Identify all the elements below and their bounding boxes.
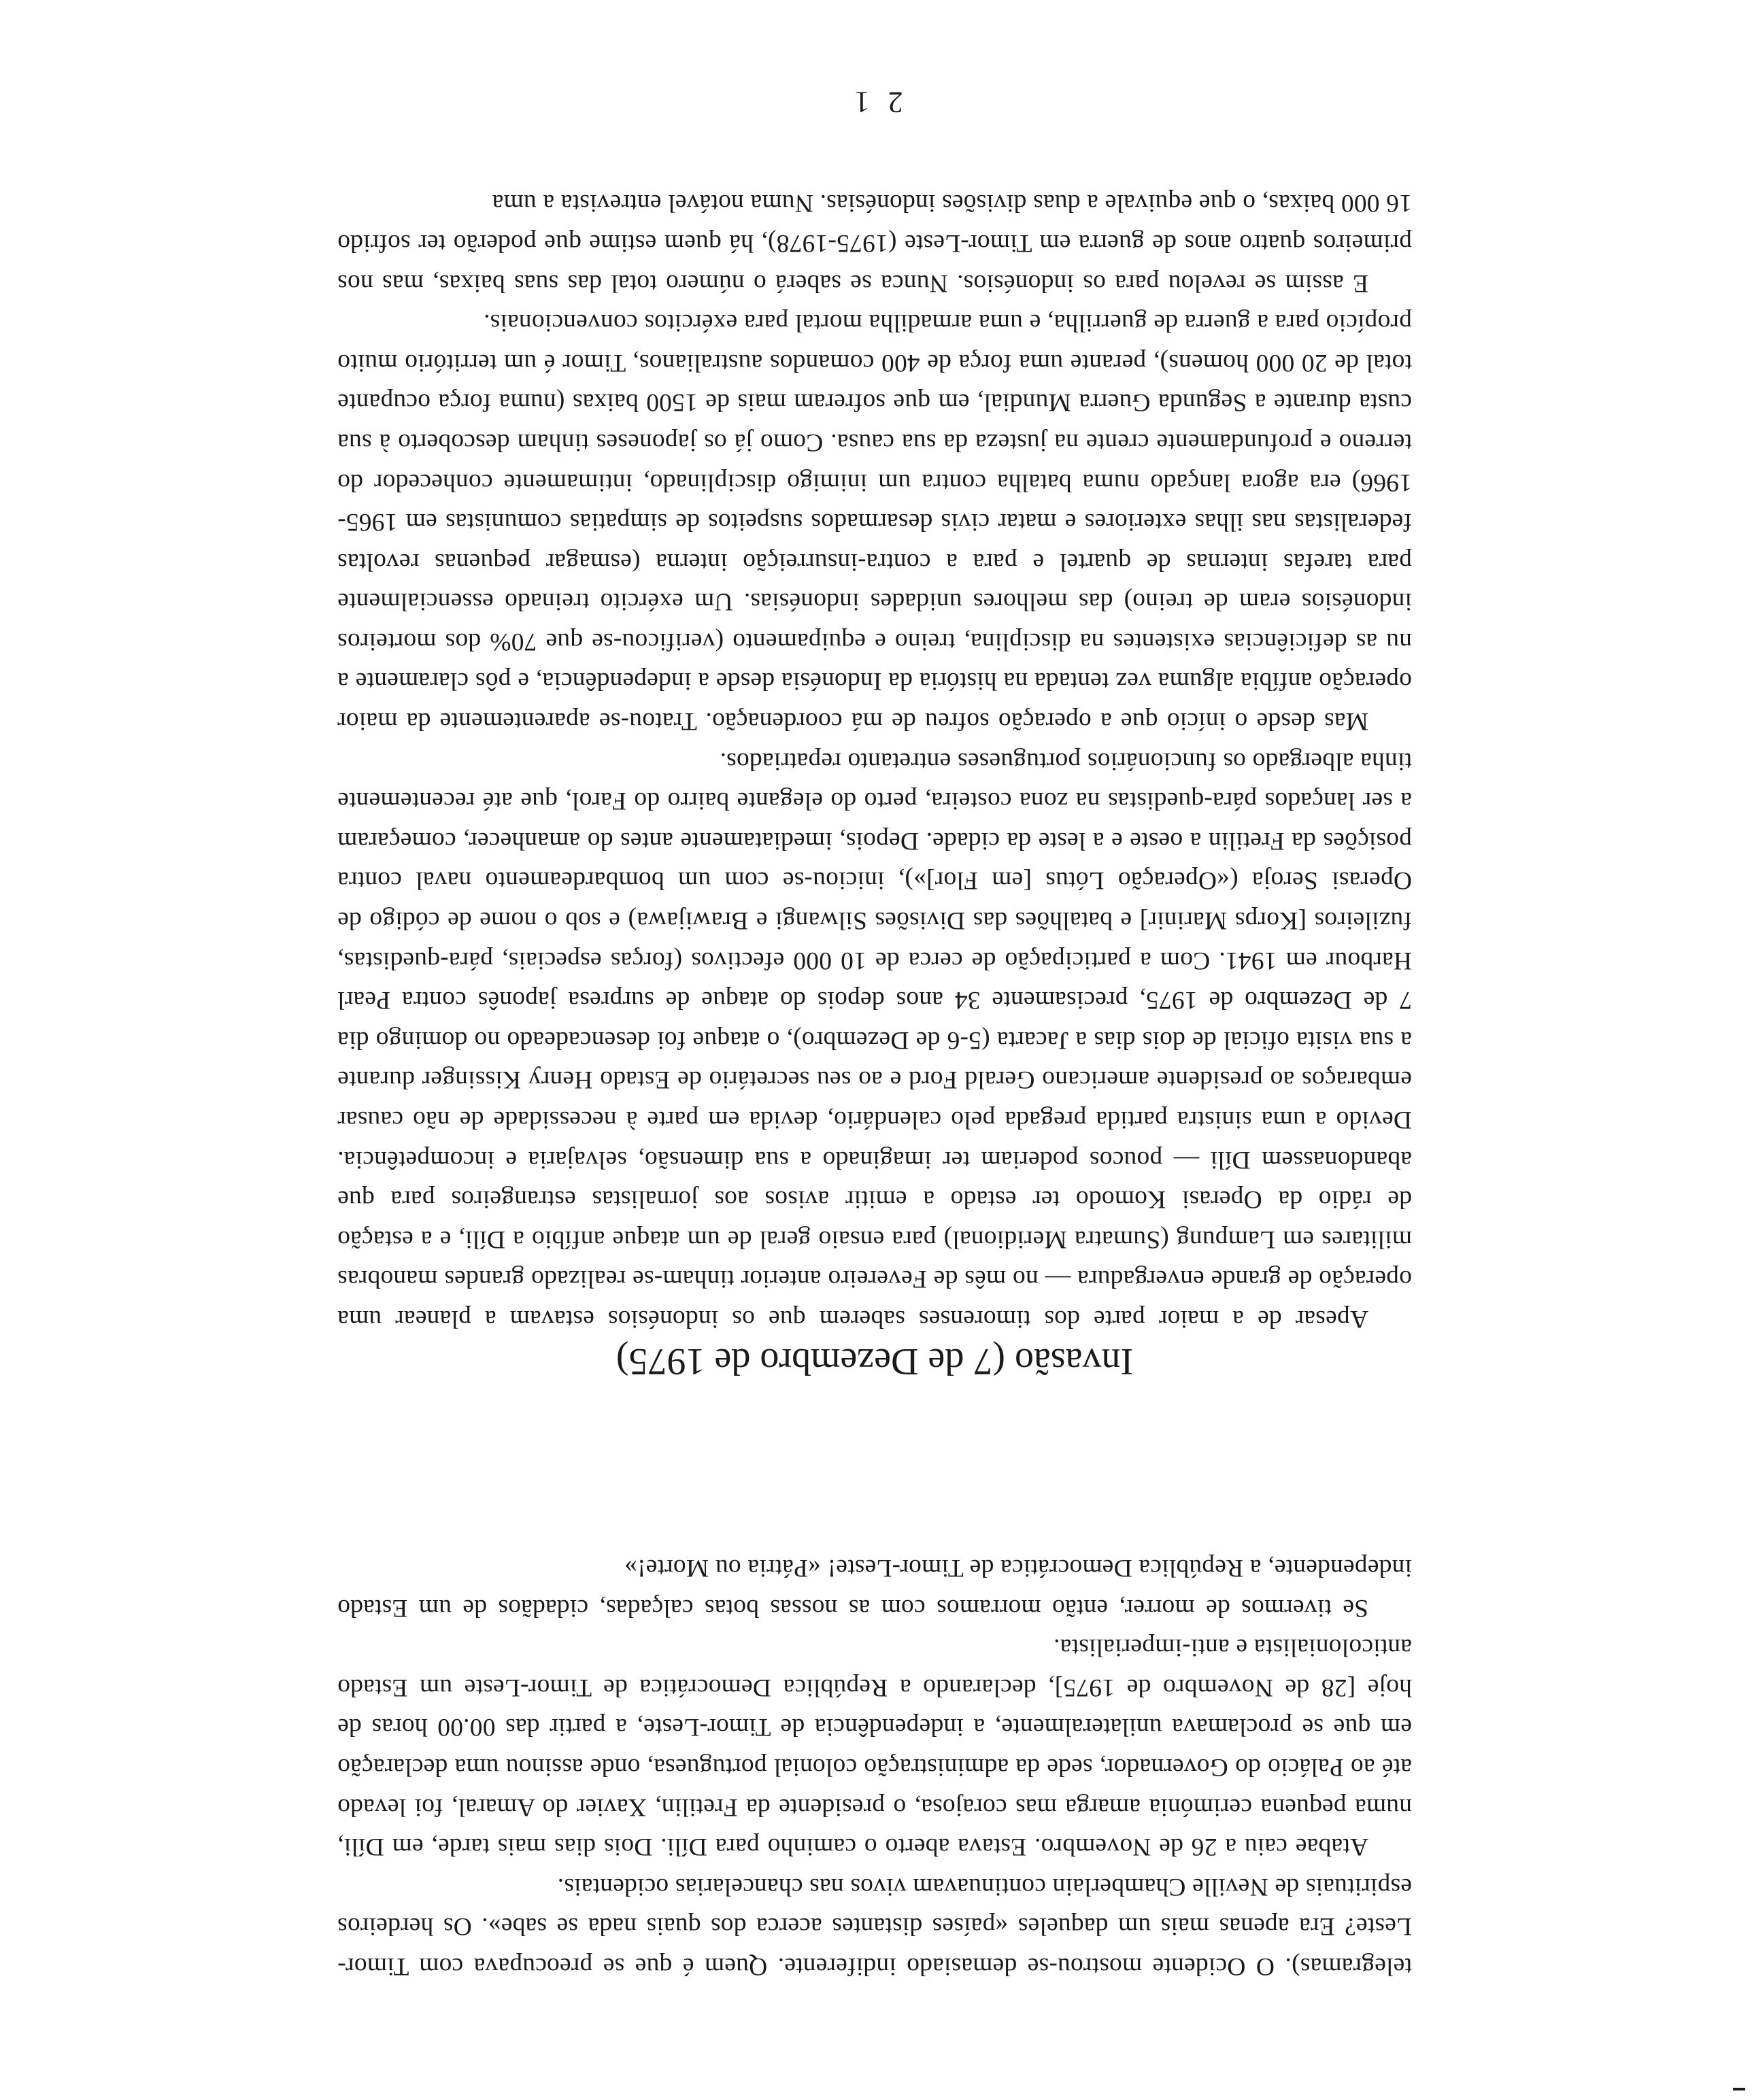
paragraph-invasion-3: E assim se revelou para os indonésios. Nunca se saberá o número total das suas baixas, mas nos primeiros quatro anos de guerra em Timor-Leste (1975-1978), há quem estime que poderão ter sofrido 16 000 baixas, o que equivale a duas divisões indonésias. Numa notável entrevista a uma	[337, 189, 1412, 297]
section-title: Invasão (7 de Dezembro de 1975)	[616, 1340, 1134, 1383]
paragraph-invasion-1: Apesar de a maior parte dos timorenses saberem que os indonésios estavam a planear uma operação de grande envergadura — no mês de Fevereiro anterior tinham-se realizado grandes manobras militares em Lampung (Sumatra Meridional) para ensaio geral de um ataque anfíbio a Díli, e a estação de rádio da Operasi Komodo ter estado a emitir avisos aos jornalistas estrangeiros para que abandonassem Díli — poucos poderiam ter imaginado a sua dimensão, selvajaria e incompetência. Devido a uma sinistra partida pregada pelo calendário, devida em parte à necessidade de não causar embaraços ao presidente americano Gerald Ford e ao seu secretário de Estado Henry Kissinger durante a sua visita oficial de dois dias a Jacarta (5-6 de Dezembro), o ataque foi desencadeado no domingo dia 7 de Dezembro de 1975, precisamente 34 anos depois do ataque de surpresa japonês contra Pearl Harbour em 1941. Com a participação de cerca de 10 000 efectivos (forças especiais, pára-quedistas, fuzileiros [Korps Marinir] e batalhões das Divisões Silwangi e Brawijawa) e sob o nome de código de Operasi Seroja («Operação Lótus [em Flor]»), iniciou-se com um bombardeamento naval contra posições da Fretilin a oeste e a leste da cidade. Depois, imediatamente antes do amanhecer, começaram a ser lançados pára-quedistas na zona costeira, perto do elegante bairro do Farol, que até recentemente tinha albergado os funcionários portugueses entretanto repatriados.	[337, 747, 1412, 1333]
paragraph-proclamation-quote: Se tivermos de morrer, então morramos com as nossas botas calçadas, cidadãos de um Estado independente, a República Democrática de Timor-Leste! «Pátria ou Morte!»	[337, 1554, 1412, 1622]
paragraph-atabae: Atabae caiu a 26 de Novembro. Estava aberto o caminho para Díli. Dois dias mais tarde, em Díli, numa pequena cerimónia amarga mas corajosa, o presidente da Fretilin, Xavier do Amaral, foi levado até ao Palácio do Governador, sede da administração colonial portuguesa, onde assinou uma declaração em que se proclamava unilateralmente, a independência de Timor-Leste, a partir das 00.00 horas de hoje [28 de Novembro de 1975], declarando a República Democrática de Timor-Leste um Estado anticolonialista e anti-imperialista.	[337, 1633, 1412, 1861]
scan-corner-mark	[1733, 2088, 1745, 2090]
top-text-block	[337, 1547, 1412, 1986]
paragraph-continuation: telegramas). O Ocidente mostrou-se demasiado indiferente. Quem é que se preocupava com Timor-Leste? Era apenas mais um daqueles «países distantes acerca dos quais nada se sabe». Os herdeiros espirituais de Neville Chamberlain continuavam vivos nas chancelarias ocidentais.	[337, 1872, 1412, 1980]
page-number: 2 1	[849, 86, 903, 119]
main-text-block	[337, 183, 1412, 1338]
paragraph-invasion-2: Mas desde o início que a operação sofreu de má coordenação. Tratou-se aparentemente da maior operação anfíbia alguma vez tentada na história da Indonésia desde a independência, e pôs claramente a nu as deficiências existentes na disciplina, treino e equipamento (verificou-se que 70% dos morteiros indonésios eram de treino) das melhores unidades indonésias. Um exército treinado essencialmente para tarefas internas de quartel e para a contra-insurreição interna (esmagar pequenas revoltas federalistas nas ilhas exteriores e matar civis desarmados suspeitos de simpatias comunistas em 1965-1966) era agora lançado numa batalha contra um inimigo disciplinado, intimamente conhecedor do terreno e profundamente crente na justeza da sua causa. Como já os japoneses tinham descoberto à sua custa durante a Segunda Guerra Mundial, em que sofreram mais de 1500 baixas (numa força ocupante total de 20 000 homens), perante uma força de 400 comandos australianos, Timor é um território muito propício para a guerra de guerrilha, e uma armadilha mortal para exércitos convencionais.	[337, 309, 1412, 736]
